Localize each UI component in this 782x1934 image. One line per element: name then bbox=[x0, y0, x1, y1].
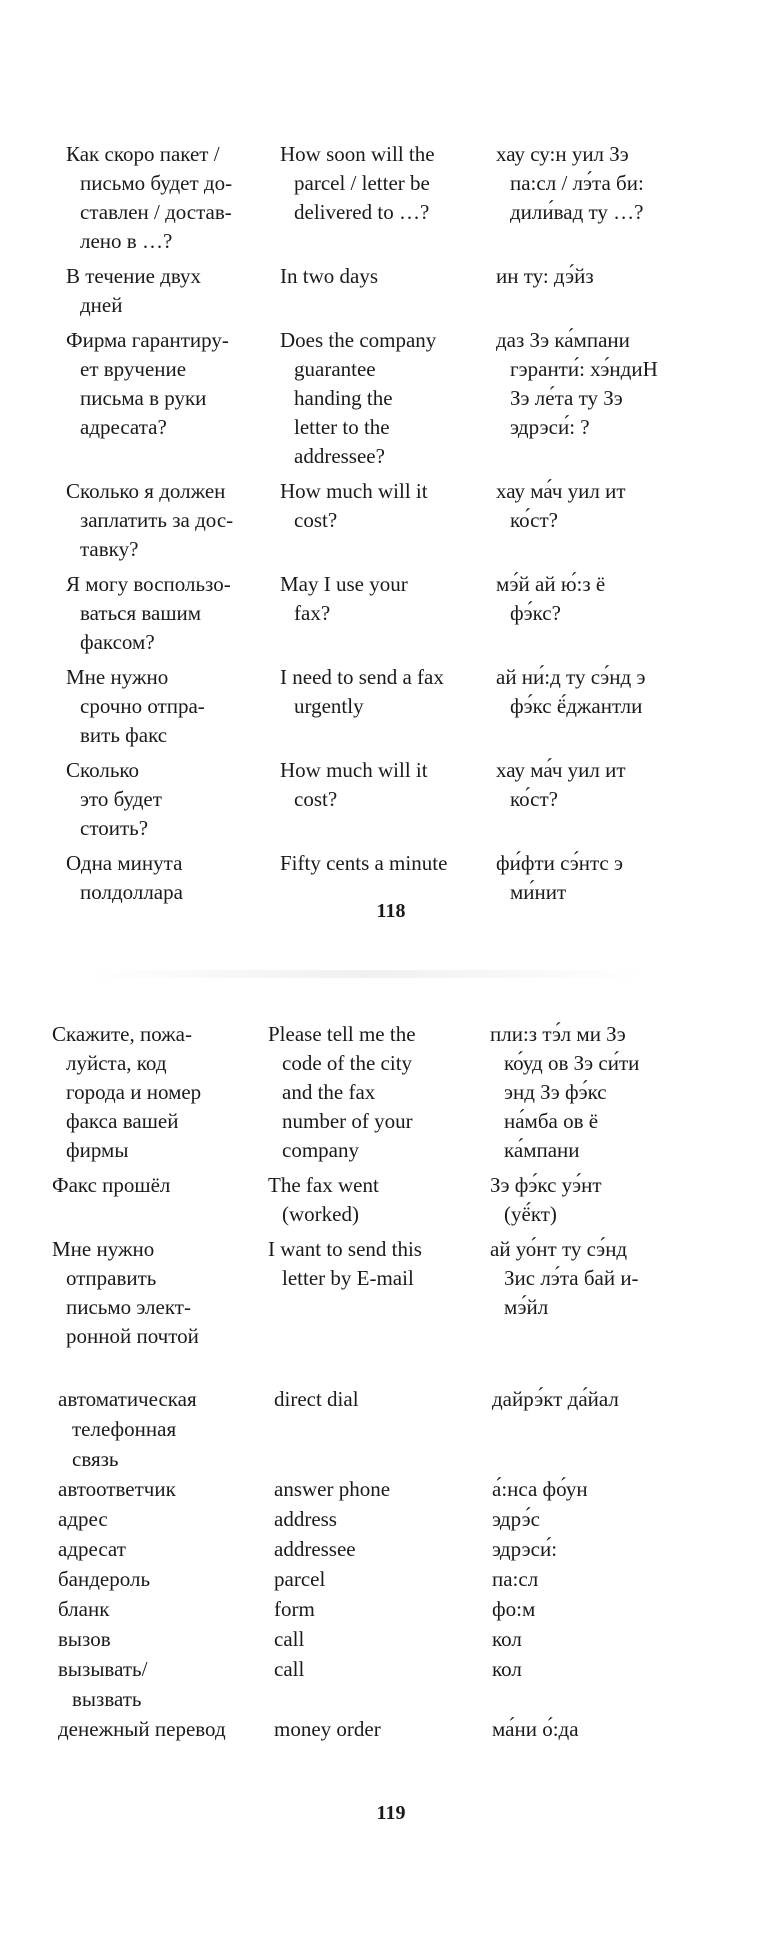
russian-phrase bbox=[66, 477, 280, 570]
page-number: 119 bbox=[376, 1802, 406, 1824]
transcription bbox=[496, 262, 730, 326]
english-phrase bbox=[268, 1235, 490, 1357]
english-phrase bbox=[280, 756, 496, 849]
russian-phrase-line: это будет bbox=[80, 787, 162, 811]
russian-phrase-line: Скажите, пожа- bbox=[52, 1022, 192, 1046]
russian-phrase-line: письмо будет до- bbox=[80, 171, 233, 195]
russian-phrase-line: дней bbox=[80, 293, 123, 317]
english-phrase-line: parcel bbox=[274, 1567, 326, 1591]
english-phrase-line: letter by E-mail bbox=[282, 1266, 414, 1290]
russian-phrase bbox=[52, 1020, 268, 1171]
russian-phrase-line: связь bbox=[72, 1447, 119, 1471]
russian-phrase bbox=[58, 1714, 274, 1744]
transcription-line: (уё́кт) bbox=[504, 1202, 557, 1226]
transcription-line: гэранти́: хэ́ндиН bbox=[510, 357, 658, 381]
transcription-line: ко́уд ов Зэ си́ти bbox=[504, 1051, 640, 1075]
transcription-line: кол bbox=[492, 1657, 522, 1681]
transcription-line: ин ту: дэ́йз bbox=[496, 264, 594, 288]
transcription bbox=[492, 1714, 728, 1744]
transcription bbox=[496, 477, 730, 570]
transcription-line: ко́ст? bbox=[510, 508, 558, 532]
russian-phrase-line: автоматическая bbox=[58, 1387, 197, 1411]
transcription-line: хау ма́ч уил ит bbox=[496, 479, 626, 503]
transcription-line: па:сл bbox=[492, 1567, 539, 1591]
english-phrase-line: letter to the bbox=[294, 415, 390, 439]
english-phrase-line: Does the company bbox=[280, 328, 437, 352]
russian-phrase-line: Мне нужно bbox=[52, 1237, 155, 1261]
transcription bbox=[496, 663, 730, 756]
russian-phrase-line: вызывать/ bbox=[58, 1657, 148, 1681]
transcription bbox=[492, 1594, 728, 1624]
transcription bbox=[490, 1235, 728, 1357]
transcription bbox=[496, 570, 730, 663]
russian-phrase bbox=[58, 1504, 274, 1534]
english-phrase-line: address bbox=[274, 1507, 337, 1531]
russian-phrase bbox=[66, 140, 280, 262]
russian-phrase-line: стоить? bbox=[80, 816, 149, 840]
russian-phrase-line: факсом? bbox=[80, 630, 155, 654]
english-phrase-line: fax? bbox=[294, 601, 331, 625]
transcription-line: хау ма́ч уил ит bbox=[496, 758, 626, 782]
english-phrase bbox=[274, 1594, 492, 1624]
russian-phrase-line: Фирма гарантиру- bbox=[66, 328, 229, 352]
russian-phrase-line: города и номер bbox=[66, 1080, 202, 1104]
russian-phrase-line: вызвать bbox=[72, 1687, 142, 1711]
english-phrase-line: money order bbox=[274, 1717, 381, 1741]
russian-phrase bbox=[58, 1384, 274, 1474]
english-phrase-line: number of your bbox=[282, 1109, 413, 1133]
transcription bbox=[492, 1504, 728, 1534]
english-phrase bbox=[274, 1384, 492, 1474]
transcription bbox=[490, 1020, 728, 1171]
russian-phrase-line: Я могу воспользо- bbox=[66, 572, 231, 596]
russian-phrase-line: Как скоро пакет / bbox=[66, 142, 220, 166]
russian-phrase bbox=[58, 1474, 274, 1504]
russian-phrase bbox=[66, 326, 280, 477]
transcription bbox=[492, 1534, 728, 1564]
transcription-line: па:сл / лэ́та би: bbox=[510, 171, 644, 195]
english-phrase-line: I need to send a fax bbox=[280, 665, 444, 689]
transcription-line: ка́мпани bbox=[504, 1138, 580, 1162]
russian-phrase-line: ставлен / достав- bbox=[80, 200, 232, 224]
english-phrase-line: parcel / letter be bbox=[294, 171, 430, 195]
transcription bbox=[496, 140, 730, 262]
russian-phrase-line: Одна минута bbox=[66, 851, 183, 875]
russian-phrase-line: адрес bbox=[58, 1507, 108, 1531]
transcription-line: даз Зэ ка́мпани bbox=[496, 328, 630, 352]
russian-phrase-line: ронной почтой bbox=[66, 1324, 199, 1348]
transcription bbox=[492, 1654, 728, 1714]
russian-phrase-line: лено в …? bbox=[80, 229, 173, 253]
phrase-table-118 bbox=[66, 140, 730, 913]
transcription-line: фэ́кс? bbox=[510, 601, 561, 625]
russian-phrase-line: Сколько я должен bbox=[66, 479, 226, 503]
russian-phrase-line: ет вручение bbox=[80, 357, 187, 381]
english-phrase bbox=[268, 1020, 490, 1171]
english-phrase bbox=[280, 570, 496, 663]
russian-phrase-line: письма в руки bbox=[80, 386, 207, 410]
transcription-line: ма́ни о́:да bbox=[492, 1717, 579, 1741]
english-phrase bbox=[280, 663, 496, 756]
russian-phrase bbox=[58, 1624, 274, 1654]
english-phrase bbox=[274, 1624, 492, 1654]
english-phrase-line: (worked) bbox=[282, 1202, 359, 1226]
russian-phrase-line: Сколько bbox=[66, 758, 140, 782]
transcription-line: Зис лэ́та бай и- bbox=[504, 1266, 639, 1290]
english-phrase-line: addressee? bbox=[294, 444, 385, 468]
transcription-line: Зэ фэ́кс уэ́нт bbox=[490, 1173, 602, 1197]
page-118 bbox=[0, 0, 782, 960]
english-phrase-line: In two days bbox=[280, 264, 378, 288]
page-fold-shadow bbox=[86, 970, 646, 978]
english-phrase-line: guarantee bbox=[294, 357, 376, 381]
russian-phrase bbox=[58, 1534, 274, 1564]
transcription-line: дили́вад ту …? bbox=[510, 200, 644, 224]
transcription-line: Зэ ле́та ту Зэ bbox=[510, 386, 623, 410]
english-phrase-line: answer phone bbox=[274, 1477, 391, 1501]
english-phrase-line: form bbox=[274, 1597, 315, 1621]
russian-phrase bbox=[52, 1235, 268, 1357]
english-phrase-line: Fifty cents a minute bbox=[280, 851, 448, 875]
english-phrase bbox=[280, 262, 496, 326]
english-phrase-line: addressee bbox=[274, 1537, 356, 1561]
russian-phrase-line: бандероль bbox=[58, 1567, 151, 1591]
russian-phrase-line: отправить bbox=[66, 1266, 157, 1290]
russian-phrase bbox=[66, 756, 280, 849]
russian-phrase-line: фирмы bbox=[66, 1138, 129, 1162]
russian-phrase-line: заплатить за дос- bbox=[80, 508, 234, 532]
russian-phrase-line: письмо элект- bbox=[66, 1295, 191, 1319]
english-phrase-line: handing the bbox=[294, 386, 393, 410]
russian-phrase-line: Мне нужно bbox=[66, 665, 169, 689]
transcription bbox=[496, 326, 730, 477]
english-phrase-line: code of the city bbox=[282, 1051, 413, 1075]
english-phrase-line: call bbox=[274, 1657, 305, 1681]
phrase-table-119 bbox=[52, 1020, 728, 1357]
russian-phrase-line: ваться вашим bbox=[80, 601, 202, 625]
vocabulary-table bbox=[58, 1384, 728, 1744]
transcription bbox=[496, 756, 730, 849]
english-phrase-line: and the fax bbox=[282, 1080, 376, 1104]
transcription-line: дайрэ́кт да́йал bbox=[492, 1387, 619, 1411]
transcription-line: фэ́кс ё́джантли bbox=[510, 694, 643, 718]
russian-phrase-line: факса вашей bbox=[66, 1109, 179, 1133]
page-119 bbox=[0, 960, 782, 1934]
english-phrase bbox=[274, 1714, 492, 1744]
english-phrase-line: cost? bbox=[294, 508, 338, 532]
english-phrase bbox=[274, 1504, 492, 1534]
english-phrase-line: Please tell me the bbox=[268, 1022, 416, 1046]
transcription-line: ми́нит bbox=[510, 880, 567, 904]
russian-phrase-line: Факс прошёл bbox=[52, 1173, 171, 1197]
russian-phrase-line: В течение двух bbox=[66, 264, 202, 288]
english-phrase-line: delivered to …? bbox=[294, 200, 430, 224]
transcription-line: фо:м bbox=[492, 1597, 536, 1621]
russian-phrase bbox=[58, 1564, 274, 1594]
english-phrase bbox=[280, 140, 496, 262]
russian-phrase-line: автоответчик bbox=[58, 1477, 176, 1501]
english-phrase-line: urgently bbox=[294, 694, 364, 718]
transcription-line: мэ́йл bbox=[504, 1295, 549, 1319]
transcription-line: эдрэси́: bbox=[492, 1537, 558, 1561]
russian-phrase-line: адресат bbox=[58, 1537, 126, 1561]
transcription-line: ко́ст? bbox=[510, 787, 558, 811]
transcription bbox=[490, 1171, 728, 1235]
transcription-line: кол bbox=[492, 1627, 522, 1651]
english-phrase bbox=[274, 1474, 492, 1504]
russian-phrase bbox=[58, 1654, 274, 1714]
transcription-line: эдрэси́: ? bbox=[510, 415, 590, 439]
russian-phrase bbox=[66, 663, 280, 756]
russian-phrase-line: адресата? bbox=[80, 415, 167, 439]
english-phrase-line: cost? bbox=[294, 787, 338, 811]
transcription bbox=[492, 1474, 728, 1504]
russian-phrase bbox=[66, 570, 280, 663]
transcription-line: эдрэ́с bbox=[492, 1507, 540, 1531]
transcription-line: хау су:н уил Зэ bbox=[496, 142, 629, 166]
english-phrase-line: direct dial bbox=[274, 1387, 359, 1411]
russian-phrase-line: тавку? bbox=[80, 537, 139, 561]
russian-phrase-line: срочно отпра- bbox=[80, 694, 205, 718]
russian-phrase-line: телефонная bbox=[72, 1417, 177, 1441]
transcription-line: энд Зэ фэ́кс bbox=[504, 1080, 607, 1104]
transcription bbox=[492, 1564, 728, 1594]
english-phrase-line: How soon will the bbox=[280, 142, 435, 166]
russian-phrase bbox=[58, 1594, 274, 1624]
page-number: 118 bbox=[376, 900, 406, 922]
russian-phrase-line: денежный перевод bbox=[58, 1717, 226, 1741]
english-phrase-line: company bbox=[282, 1138, 359, 1162]
transcription-line: мэ́й ай ю́:з ё bbox=[496, 572, 606, 596]
russian-phrase bbox=[66, 262, 280, 326]
transcription bbox=[492, 1384, 728, 1474]
russian-phrase-line: бланк bbox=[58, 1597, 110, 1621]
english-phrase bbox=[274, 1564, 492, 1594]
english-phrase bbox=[280, 326, 496, 477]
english-phrase-line: I want to send this bbox=[268, 1237, 422, 1261]
english-phrase bbox=[274, 1654, 492, 1714]
russian-phrase-line: полдоллара bbox=[80, 880, 183, 904]
english-phrase-line: How much will it bbox=[280, 758, 428, 782]
transcription-line: пли:з тэ́л ми Зэ bbox=[490, 1022, 626, 1046]
russian-phrase-line: луйста, код bbox=[66, 1051, 167, 1075]
transcription bbox=[492, 1624, 728, 1654]
english-phrase-line: The fax went bbox=[268, 1173, 379, 1197]
english-phrase bbox=[280, 477, 496, 570]
transcription-line: ай ни́:д ту сэ́нд э bbox=[496, 665, 646, 689]
transcription-line: ай уо́нт ту сэ́нд bbox=[490, 1237, 628, 1261]
english-phrase-line: How much will it bbox=[280, 479, 428, 503]
english-phrase-line: May I use your bbox=[280, 572, 408, 596]
russian-phrase-line: вить факс bbox=[80, 723, 168, 747]
russian-phrase bbox=[52, 1171, 268, 1235]
russian-phrase-line: вызов bbox=[58, 1627, 111, 1651]
english-phrase bbox=[274, 1534, 492, 1564]
transcription-line: на́мба ов ё bbox=[504, 1109, 599, 1133]
transcription-line: а́:нса фо́ун bbox=[492, 1477, 588, 1501]
english-phrase-line: call bbox=[274, 1627, 305, 1651]
transcription-line: фи́фти сэ́нтс э bbox=[496, 851, 623, 875]
english-phrase bbox=[268, 1171, 490, 1235]
